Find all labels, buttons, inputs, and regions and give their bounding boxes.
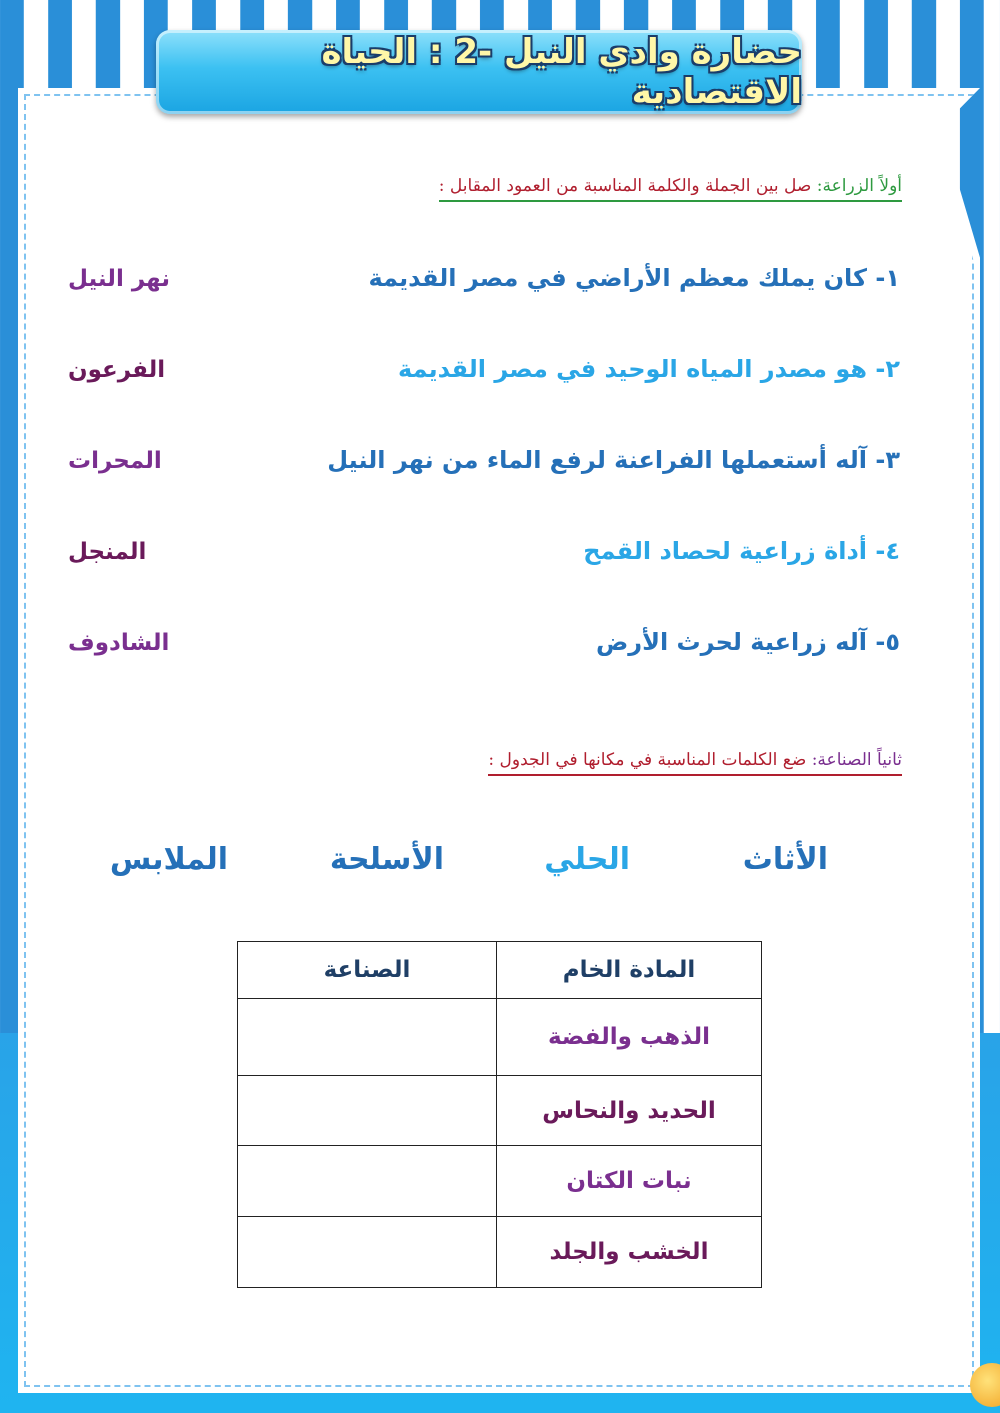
table-row [238,1146,762,1217]
raw-material-cell: الحديد والنحاس [497,1076,762,1146]
question-3: ٣- آله أستعملها الفراعنة لرفع الماء من نهر النيل [327,446,900,474]
raw-material-cell: نبات الكتان [497,1146,762,1217]
word-clothes[interactable]: الملابس [109,842,228,877]
table-row [238,999,762,1076]
raw-material-cell: الخشب والجلد [497,1217,762,1288]
word-jewelry[interactable]: الحلي [544,842,630,877]
section2-instruction: ضع الكلمات المناسبة في مكانها في الجدول : [488,750,807,770]
title-banner [156,30,802,114]
answer-word-sickle[interactable]: المنجل [68,539,147,565]
section1-instruction: صل بين الجملة والكلمة المناسبة من العمود المقابل : [438,176,812,196]
answer-word-pharaoh[interactable]: الفرعون [68,357,166,383]
question-4: ٤- أداة زراعية لحصاد القمح [583,537,900,565]
answer-word-nile[interactable]: نهر النيل [68,266,170,292]
section2-lead: ثانياً الصناعة: [811,750,902,770]
table-row [238,1217,762,1288]
table-row [238,1076,762,1146]
industry-table [237,941,762,1288]
industry-drop-cell[interactable] [238,999,497,1076]
question-1: ١- كان يملك معظم الأراضي في مصر القديمة [368,264,900,292]
header-industry: الصناعة [238,942,497,999]
answer-word-plough[interactable]: المحرات [68,448,162,474]
question-5: ٥- آله زراعية لحرث الأرض [596,628,900,656]
question-2: ٢- هو مصدر المياه الوحيد في مصر القديمة [398,355,900,383]
answer-word-shaduf[interactable]: الشادوف [68,630,170,656]
industry-drop-cell[interactable] [238,1146,497,1217]
page-title: حضارة وادي النيل -2 : الحياة الاقتصادية [321,32,802,112]
word-weapons[interactable]: الأسلحة [329,842,444,877]
word-furniture[interactable]: الأثاث [742,842,828,877]
section1-heading [439,176,902,202]
section2-heading [488,750,902,776]
section1-lead: أولاً الزراعة: [816,176,902,196]
header-raw-material: المادة الخام [497,942,762,999]
table-header-row [238,942,762,999]
raw-material-cell: الذهب والفضة [497,999,762,1076]
industry-drop-cell[interactable] [238,1076,497,1146]
industry-drop-cell[interactable] [238,1217,497,1288]
